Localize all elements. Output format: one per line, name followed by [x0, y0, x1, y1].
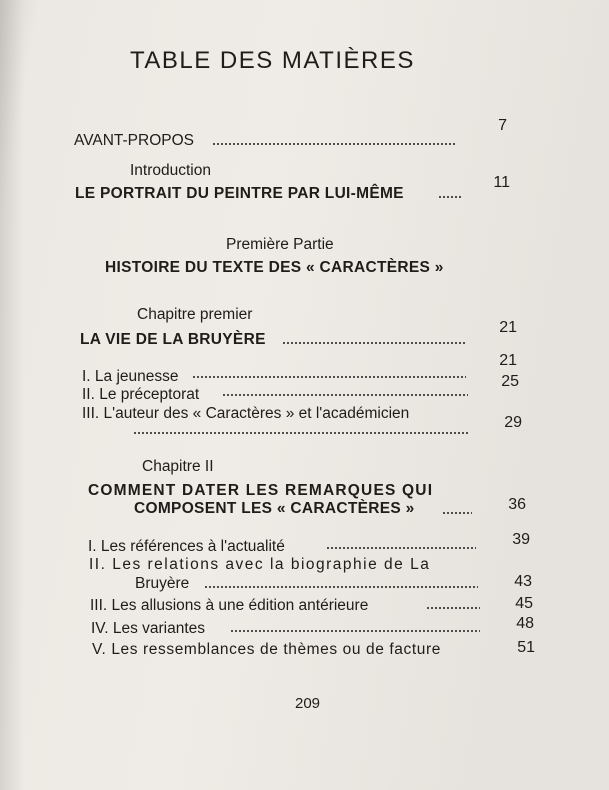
chapitre1-section-2: II. Le préceptorat	[82, 386, 200, 403]
leader-dots	[426, 607, 480, 609]
chapitre2-section-1: I. Les références à l'actualité	[88, 538, 285, 555]
leader-dots	[326, 547, 476, 549]
chapitre2-section-5: V. Les ressemblances de thèmes ou de facture	[92, 641, 441, 658]
leader-dots	[282, 342, 465, 344]
page-title: TABLE DES MATIÈRES	[130, 47, 415, 74]
chapitre1-page: 21	[499, 319, 517, 336]
chapitre2-section-1-page: 39	[512, 531, 530, 548]
chapitre1-section-3-page: 29	[504, 414, 522, 431]
leader-dots	[442, 512, 472, 514]
partie-heading: Première Partie	[226, 236, 334, 253]
footer-page-number: 209	[295, 695, 321, 712]
chapitre2-section-5-page: 51	[517, 639, 535, 656]
leader-dots	[438, 196, 462, 198]
chapitre2-title-line1: COMMENT DATER LES REMARQUES QUI	[88, 482, 434, 499]
leader-dots	[230, 630, 480, 632]
leader-dots	[222, 394, 468, 396]
chapitre2-heading: Chapitre II	[142, 458, 214, 475]
chapitre2-section-2-page: 43	[514, 573, 532, 590]
chapitre2-title-line2: COMPOSENT LES « CARACTÈRES »	[134, 500, 415, 517]
introduction-page: 11	[493, 174, 510, 191]
chapitre1-title: LA VIE DE LA BRUYÈRE	[80, 331, 266, 348]
chapitre1-section-1-page: 21	[499, 352, 517, 369]
chapitre2-section-3: III. Les allusions à une édition antérieure	[90, 597, 369, 614]
chapitre2-section-2-cont: Bruyère	[135, 575, 190, 592]
introduction-heading: Introduction	[130, 162, 211, 179]
avant-propos-page: 7	[498, 117, 507, 134]
chapitre1-section-2-page: 25	[501, 373, 519, 390]
spine-shadow	[0, 0, 24, 790]
leader-dots	[212, 143, 456, 145]
chapitre1-section-3: III. L'auteur des « Caractères » et l'académicien	[82, 405, 410, 422]
chapitre2-section-4-page: 48	[516, 615, 534, 632]
chapitre1-heading: Chapitre premier	[137, 306, 253, 323]
introduction-title: LE PORTRAIT DU PEINTRE PAR LUI-MÊME	[75, 185, 404, 202]
chapitre1-section-1: I. La jeunesse	[82, 368, 179, 385]
chapitre2-page: 36	[508, 496, 526, 513]
chapitre2-section-4: IV. Les variantes	[91, 620, 206, 637]
partie-title: HISTOIRE DU TEXTE DES « CARACTÈRES »	[105, 259, 444, 276]
chapitre2-section-2: II. Les relations avec la biographie de La	[89, 556, 431, 573]
leader-dots	[192, 376, 466, 378]
avant-propos-label: AVANT-PROPOS	[74, 132, 195, 149]
leader-dots	[133, 432, 469, 434]
chapitre2-section-3-page: 45	[515, 595, 533, 612]
leader-dots	[204, 586, 478, 588]
